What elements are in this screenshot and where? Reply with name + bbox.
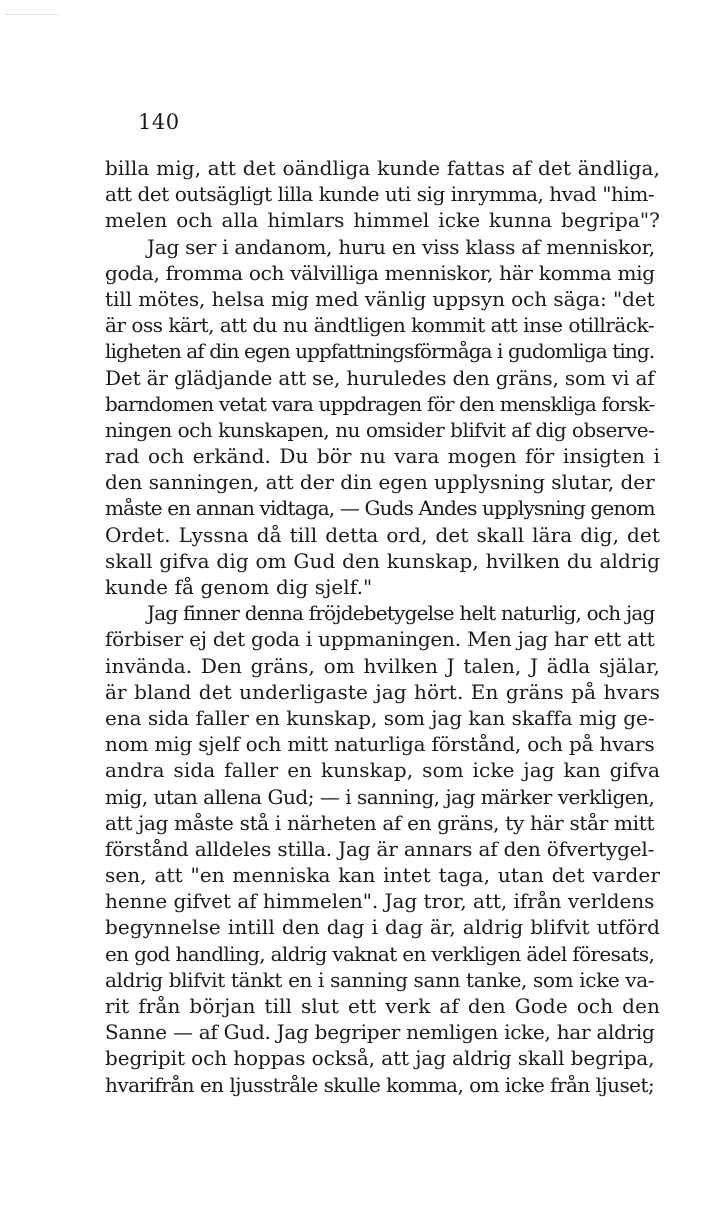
text-line: är bland det underligaste jag hört. En gräns på hvars	[105, 679, 660, 704]
text-line: sen, att "en menniska kan intet taga, utan det varder	[105, 863, 660, 888]
text-line: henne gifvet af himmelen". Jag tror, att, ifrån verldens	[105, 889, 655, 914]
text-line: melen och alla himlars himmel icke kunna begripa"?	[105, 208, 660, 233]
text-line: kunde få genom dig sjelf."	[105, 575, 373, 599]
text-line: förbiser ej det goda i uppmaningen. Men jag har ett att	[105, 627, 655, 652]
text-line: ningen och kunskapen, nu omsider blifvit af dig observe-	[105, 417, 655, 442]
text-line: billa mig, att det oändliga kunde fattas af det ändliga,	[105, 156, 660, 180]
text-line: att jag måste stå i närheten af en gräns, ty här står mitt	[105, 810, 655, 835]
text-line: en god handling, aldrig vaknat en verkligen ädel föresats,	[105, 941, 655, 966]
text-line: ligheten af din egen uppfattningsförmåga i gudomliga ting.	[105, 339, 655, 364]
text-line: Ordet. Lyssna då till detta ord, det skall lära dig, det	[105, 522, 660, 547]
text-line: rad och erkänd. Du bör nu vara mogen för insigten i	[105, 444, 660, 469]
text-line: förstånd alldeles stilla. Jag är annars af den öfvertygel-	[105, 836, 655, 861]
text-line: barndomen vetat vara uppdragen för den menskliga forsk-	[105, 391, 655, 416]
text-line: hvarifrån en ljusstråle skulle komma, om icke från ljuset;	[105, 1072, 655, 1097]
text-line: aldrig blifvit tänkt en i sanning sann tanke, som icke va-	[105, 967, 655, 992]
paragraph-start-line: Jag finner denna fröjdebetygelse helt naturlig, och jag	[147, 601, 655, 626]
text-line: är oss kärt, att du nu ändtligen kommit att inse otillräck-	[105, 313, 655, 338]
text-line: invända. Den gräns, om hvilken J talen, J ädla själar,	[105, 653, 660, 678]
text-line: måste en annan vidtaga, — Guds Andes upplysning genom	[105, 496, 655, 521]
text-line: att det outsägligt lilla kunde uti sig inrymma, hvad "him-	[105, 182, 655, 207]
text-line: begynnelse intill den dag i dag är, aldrig blifvit utförd	[105, 915, 660, 940]
text-line: till mötes, helsa mig med vänlig uppsyn och säga: "det	[105, 286, 655, 311]
page-number: 140	[138, 110, 180, 134]
text-line: skall gifva dig om Gud den kunskap, hvilken du aldrig	[105, 548, 660, 573]
text-line: andra sida faller en kunskap, som icke jag kan gifva	[105, 758, 660, 783]
body-text	[105, 155, 660, 1098]
text-line: den sanningen, att der din egen upplysning slutar, der	[105, 470, 655, 495]
text-line: rit från början till slut ett verk af den Gode och den	[105, 994, 660, 1018]
text-line: Sanne — af Gud. Jag begriper nemligen icke, har aldrig	[105, 1020, 655, 1045]
text-line: ena sida faller en kunskap, som jag kan skaffa mig ge-	[105, 705, 655, 730]
text-line: mig, utan allena Gud; — i sanning, jag märker verkligen,	[105, 784, 655, 809]
scan-margin-mark	[6, 14, 58, 16]
paragraph-start-line: Jag ser i andanom, huru en viss klass af menniskor,	[147, 234, 655, 259]
text-line: begripit och hoppas också, att jag aldrig skall begripa,	[105, 1046, 655, 1071]
text-line: nom mig sjelf och mitt naturliga förstånd, och på hvars	[105, 732, 655, 757]
text-line: Det är glädjande att se, huruledes den gräns, som vi af	[105, 365, 655, 390]
text-line: goda, fromma och välvilliga menniskor, här komma mig	[105, 260, 655, 285]
